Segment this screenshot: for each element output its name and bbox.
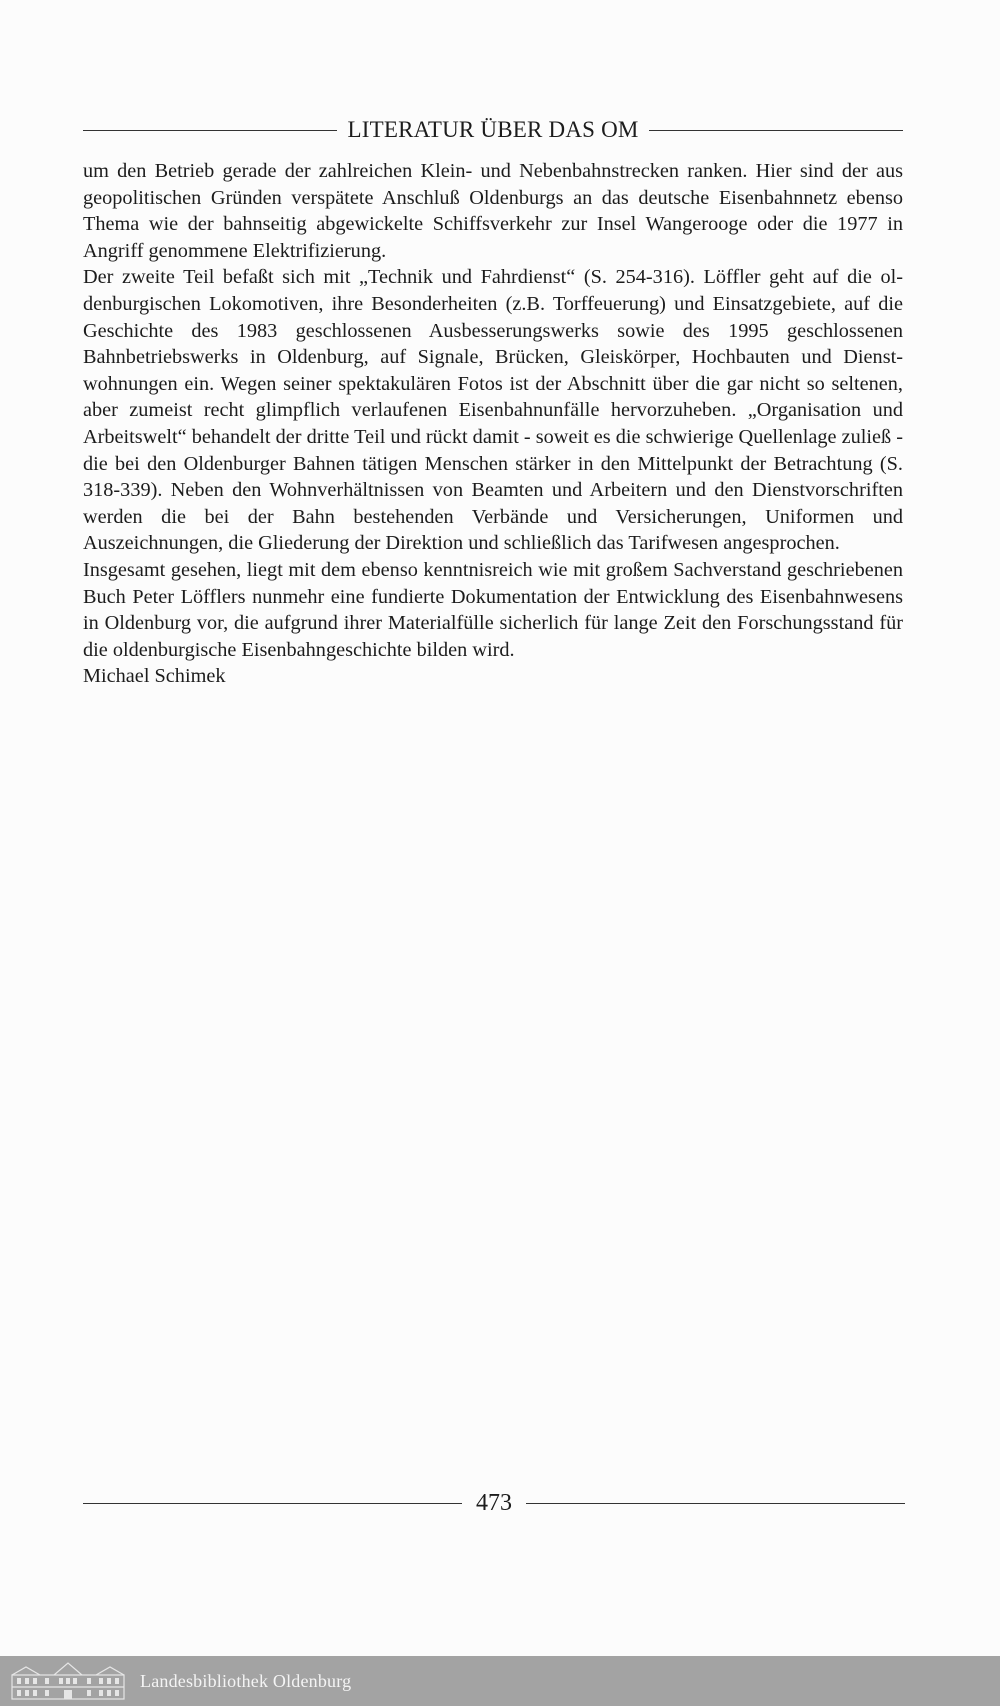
library-footer-bar: [0, 1656, 1000, 1706]
header-rule-right: [649, 130, 903, 131]
library-name: Landesbibliothek Oldenburg: [140, 1670, 352, 1691]
paragraph-2: Der zweite Teil befaßt sich mit „Technik und Fahrdienst“ (S. 254-316). Löffler geht auf die oldenburgischen Lokomotiven, ihre Besonderheiten (z.B. Torffeuerung) und Einsatzgebiete, auf die Geschichte des 1983 geschlossenen Ausbesserungswerks sowie des 1995 geschlossenen Bahnbetriebswerks in Oldenburg, auf Signale, Brücken, Gleiskörper, Hochbauten und Dienstwohnungen ein. Wegen seiner spektakulären Fotos ist der Abschnitt über die gar nicht so seltenen, aber zumeist recht glimpflich verlaufenen Eisenbahnunfälle hervorzuheben. „Organisation und Arbeitswelt“ behandelt der dritte Teil und rückt damit - soweit es die schwierige Quellenlage zuließ - die bei den Oldenburger Bahnen tätigen Menschen stärker in den Mittelpunkt der Betrachtung (S. 318-339). Neben den Wohnverhältnissen von Beamten und Arbeitern und den Dienstvorschriften werden die bei der Bahn bestehenden Verbände und Versicherungen, Uniformen und Auszeichnungen, die Gliederung der Direktion und schließlich das Tarifwesen angesprochen.: [83, 266, 903, 555]
author-signature: Michael Schimek: [83, 665, 226, 688]
page-header-title: LITERATUR ÜBER DAS OM: [347, 117, 639, 142]
article-body: [83, 158, 903, 690]
paragraph-1: um den Betrieb gerade der zahlreichen Klein- und Nebenbahnstrecken ranken. Hier sind der aus geopolitischen Gründen verspätete Anschluß Oldenburgs an das deutsche Eisenbahnnetz ebenso Thema wie der bahnseitig abgewickelte Schiffsverkehr zur Insel Wangerooge oder die 1977 in Angriff genommene Elektrifizierung.: [83, 160, 903, 262]
running-header: [83, 117, 903, 143]
page-number: 473: [476, 1490, 512, 1516]
page-footer: [83, 1490, 905, 1517]
footer-rule-left: [83, 1503, 462, 1504]
header-rule-left: [83, 130, 337, 131]
footer-rule-right: [526, 1503, 905, 1504]
library-building-icon: [8, 1661, 128, 1701]
paragraph-3: Insgesamt gesehen, liegt mit dem ebenso kenntnisreich wie mit großem Sachverstand geschriebenen Buch Peter Löfflers nunmehr eine fundierte Dokumentation der Entwicklung des Eisenbahnwesens in Oldenburg vor, die aufgrund ihrer Materialfülle sicherlich für lange Zeit den Forschungsstand für die oldenburgische Eisenbahngeschichte bilden wird.: [83, 558, 903, 661]
